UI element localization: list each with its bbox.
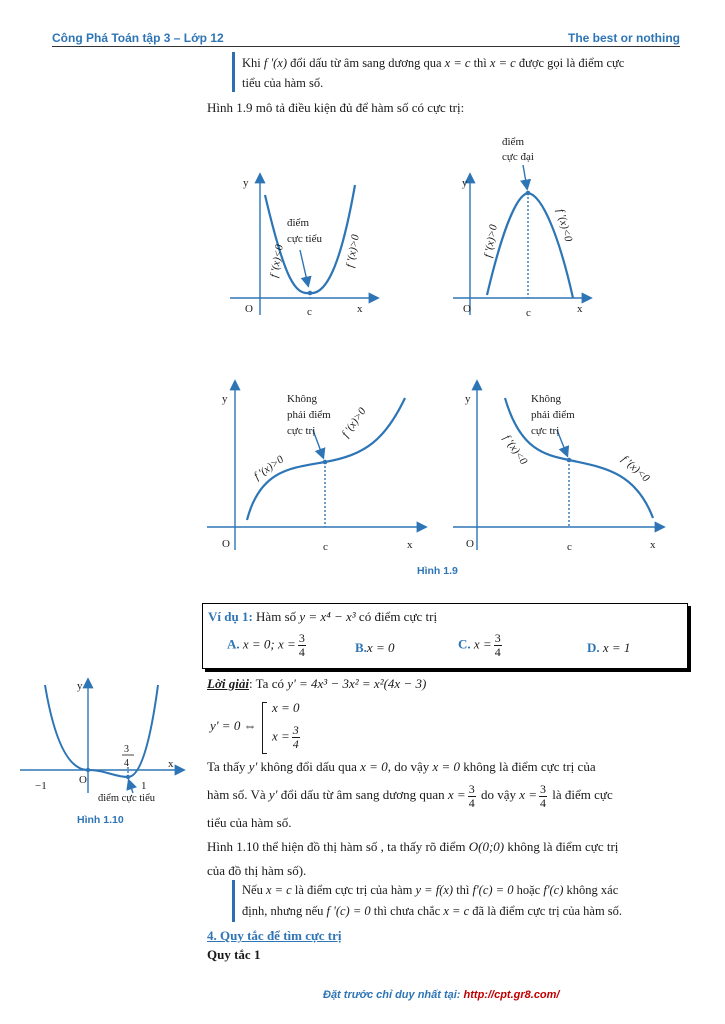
note-2: Nếu x = c là điểm cực trị của hàm y = f(x) thì f'(c) = 0 hoặc f'(c) không xác định, nhưng nếu f '(c) = 0 thì chưa chắc x = c đã là điểm cực trị của hàm số. [242, 883, 623, 918]
fig110-minus1: −1 [35, 780, 47, 792]
g4-label-1: Không [531, 393, 561, 405]
g2-x: x [577, 303, 583, 315]
g1-label-1: điểm [287, 217, 309, 229]
fig110-origin: O [79, 774, 87, 786]
solution-line-1: Lời giải: Ta có y' = 4x³ − 3x² = x²(4x − 3) [207, 676, 427, 691]
g3-y: y [222, 393, 228, 405]
g2-origin: O [463, 303, 471, 315]
fig110-y: y [77, 680, 83, 692]
fig110-one: 1 [141, 780, 147, 792]
g2-label-2: cực đại [502, 151, 534, 163]
g4-c: c [567, 541, 572, 553]
g1-x: x [357, 303, 363, 315]
g1-label-2: cực tiểu [287, 233, 322, 245]
g4-label-2: phải điểm [531, 409, 575, 421]
fig110-frac-d: 4 [124, 758, 129, 769]
g4-origin: O [466, 538, 474, 550]
example-question: Ví dụ 1: Hàm số y = x⁴ − x³ có điểm cực trị [208, 609, 438, 624]
fig110-label: điểm cực tiểu [98, 793, 156, 804]
header-left: Công Phá Toán tập 3 – Lớp 12 [52, 31, 224, 45]
g3-left: f '(x)>0 [251, 453, 286, 483]
g4-x: x [650, 539, 656, 551]
fig110-caption: Hình 1.10 [77, 814, 124, 826]
g3-origin: O [222, 538, 230, 550]
g2-y: y [462, 177, 468, 189]
footer-link[interactable]: http://cpt.gr8.com/ [463, 989, 560, 1001]
figure-1-10 [15, 675, 190, 830]
option-c[interactable]: C. x = $\frac{3}{4}$ [458, 631, 501, 659]
g2-label-1: điểm [502, 136, 524, 148]
fig19-intro: Hình 1.9 mô tả điều kiện đủ để hàm số có cực trị: [207, 100, 465, 115]
note-1: Khi f '(x) đổi dấu từ âm sang dương qua x = c thì x = c được gọi là điểm cực tiểu của hàm số. [242, 56, 625, 90]
g3-x: x [407, 539, 413, 551]
option-d[interactable]: D. x = 1 [587, 640, 631, 655]
g2-left: f '(x)>0 [482, 223, 500, 259]
note-bar-2 [232, 880, 235, 922]
g1-c: c [307, 306, 312, 318]
g1-y: y [243, 177, 249, 189]
g4-left: f '(x)<0 [500, 432, 530, 467]
example-box [202, 603, 688, 669]
header-right: The best or nothing [568, 31, 680, 45]
solution-paragraph: Ta thấy y' không đổi dấu qua x = 0, do vậy x = 0 không là điểm cực trị của hàm số. Và y' đổi dấu từ âm sang dương quan x = $\frac{3}{4}$ do vậy x = $\frac{3}{4}$ là điểm cực tiểu của hàm số. Hình 1.10 thể hiện đồ thị hàm số , ta thấy rõ điểm O(0;0) không là điểm cực trị của đồ thị hàm số). [207, 759, 619, 878]
fig19-caption: Hình 1.9 [417, 565, 458, 577]
header-rule [52, 46, 680, 47]
g1-left: f '(x)<0 [268, 243, 286, 279]
g3-label-2: phải điểm [287, 409, 331, 421]
section-title[interactable]: 4. Quy tắc để tìm cực trị [207, 928, 342, 943]
g2-c: c [526, 307, 531, 319]
g1-right: f '(x)>0 [344, 233, 362, 269]
g1-origin: O [245, 303, 253, 315]
note-bar [232, 52, 235, 92]
figure-1-9 [195, 130, 675, 600]
g2-right: f '(x)<0 [554, 207, 575, 243]
option-b[interactable]: B.x = 0 [355, 640, 395, 655]
g4-right: f '(x)<0 [618, 453, 652, 485]
option-a[interactable]: A. x = 0; x = $\frac{3}{4}$ [227, 631, 305, 659]
g3-label-1: Không [287, 393, 317, 405]
g3-c: c [323, 541, 328, 553]
g4-label-3: cực trị [531, 425, 560, 437]
g4-y: y [465, 393, 471, 405]
footer: Đặt trước chỉ duy nhất tại: http://cpt.gr8.com/ [323, 989, 560, 1001]
g3-label-3: cực trị [287, 425, 316, 437]
rule-1-heading: Quy tắc 1 [207, 947, 261, 962]
g3-right: f '(x)>0 [339, 405, 369, 440]
fig110-x: x [168, 758, 174, 770]
fig110-frac-n: 3 [124, 744, 129, 755]
